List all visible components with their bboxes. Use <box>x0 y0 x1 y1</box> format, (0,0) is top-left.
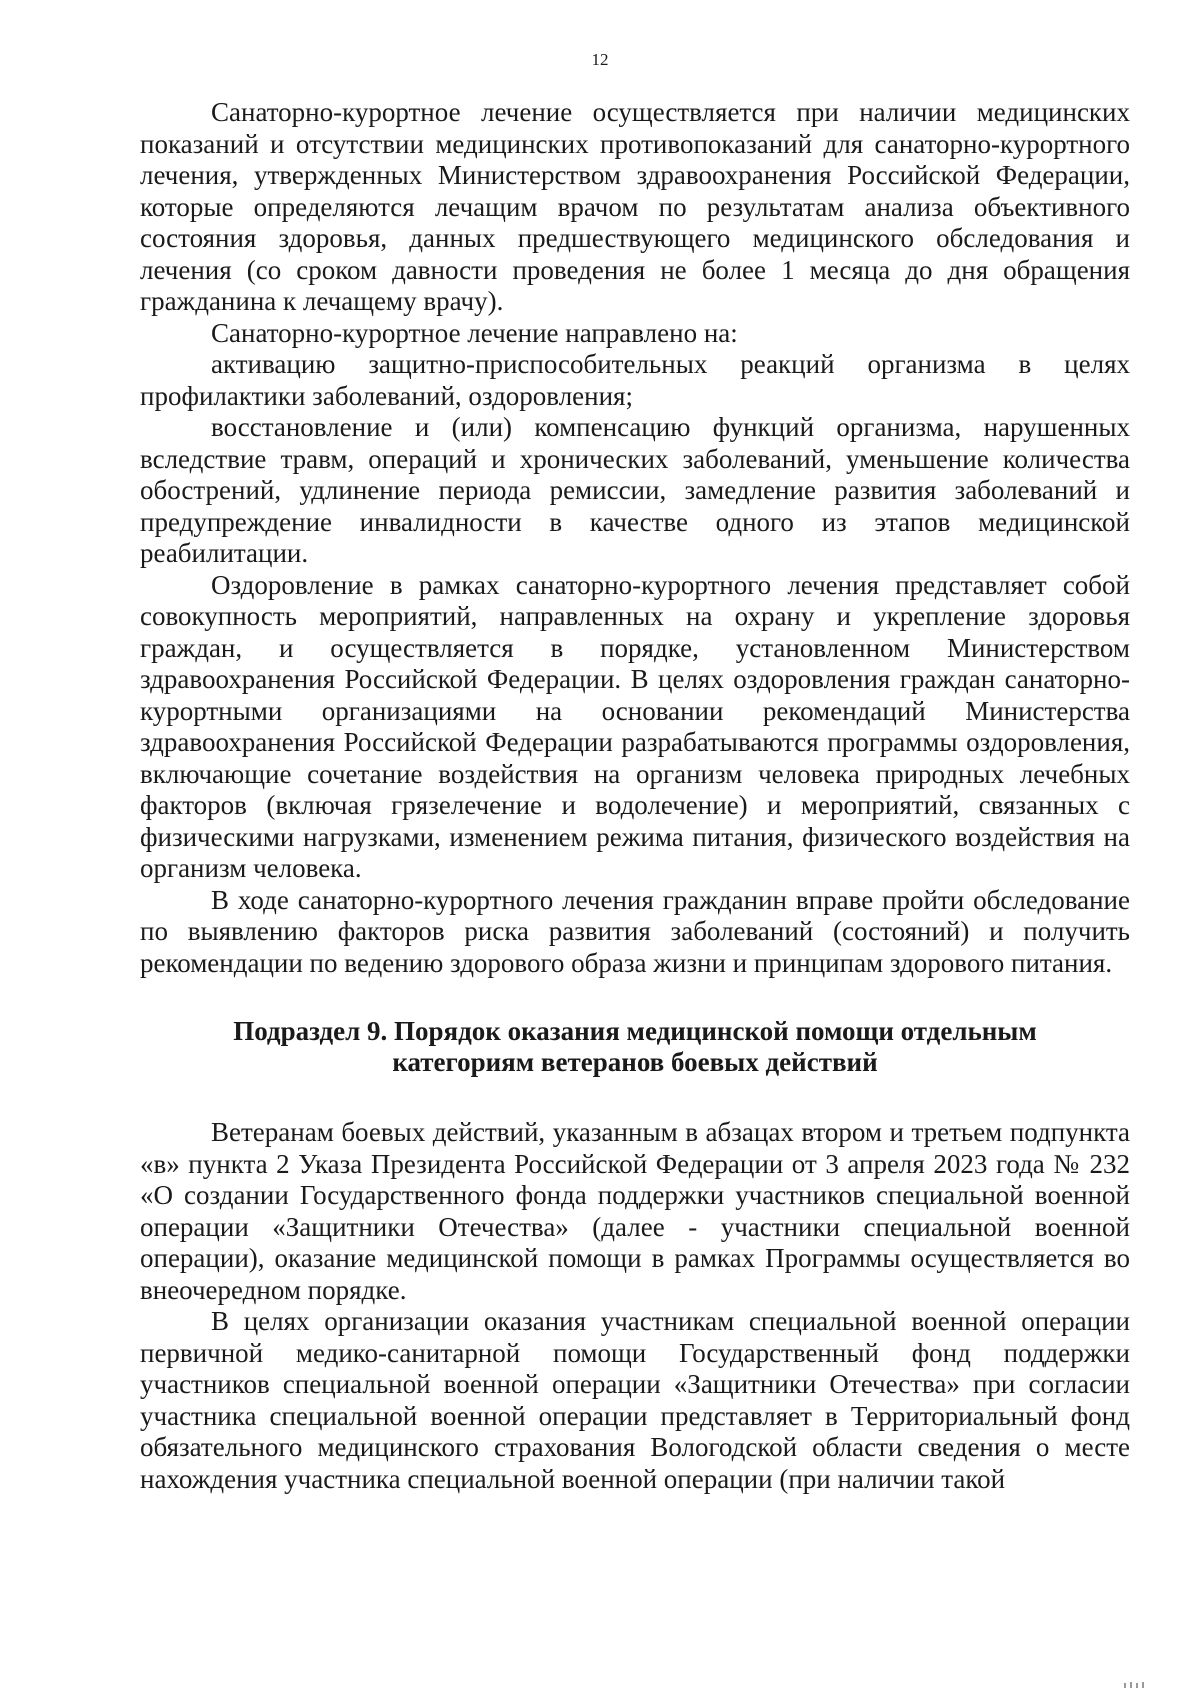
paragraph-aim-restoration: восстановление и (или) компенсацию функций организма, нарушенных вследствие травм, операций и хронических заболеваний, уменьшение количества обострений, удлинение периода ремиссии, замедление развития заболеваний и предупреждение инвалидности в качестве одного из этапов медицинской реабилитации. <box>140 412 1130 568</box>
paragraph-aim-activation: активацию защитно-приспособительных реакций организма в целях профилактики заболеваний, оздоровления; <box>140 349 1130 411</box>
section-heading-line-1: Подраздел 9. Порядок оказания медицинской помощи отдельным <box>233 1016 1037 1046</box>
section-heading-line-2: категориям ветеранов боевых действий <box>392 1047 878 1077</box>
paragraph-health-improvement: Оздоровление в рамках санаторно-курортного лечения представляет собой совокупность мероприятий, направленных на охрану и укрепление здоровья граждан, и осуществляется в порядке, установленном Министерством здравоохранения Российской Федерации. В целях оздоровления граждан санаторно-курортными организациями на основании рекомендаций Министерства здравоохранения Российской Федерации разрабатываются программы оздоровления, включающие сочетание воздействия на организм человека природных лечебных факторов (включая грязелечение и водолечение) и мероприятий, связанных с физическими нагрузками, изменением режима питания, физического воздействия на организм человека. <box>140 569 1130 883</box>
paragraph-examination-right: В ходе санаторно-курортного лечения гражданин вправе пройти обследование по выявлению факторов риска развития заболеваний (состояний) и получить рекомендации по ведению здорового образа жизни и принципам здорового питания. <box>140 884 1130 978</box>
section-heading <box>140 1016 1130 1078</box>
page-number: 12 <box>591 50 609 69</box>
document-body <box>140 97 1130 1495</box>
paragraph-veterans-priority: Ветеранам боевых действий, указанным в абзацах втором и третьем подпункта «в» пункта 2 Указа Президента Российской Федерации от 3 апреля 2023 года № 232 «О создании Государственного фонда поддержки участников специальной военной операции «Защитники Отечества» (далее - участники специальной военной операции), оказание медицинской помощи в рамках Программы осуществляется во внеочередном порядке. <box>140 1117 1130 1305</box>
paragraph-sanatorium-aims-intro: Санаторно-курортное лечение направлено на: <box>211 317 738 348</box>
paragraph-sanatorium-indications: Санаторно-курортное лечение осуществляется при наличии медицинских показаний и отсутствии медицинских противопоказаний для санаторно-курортного лечения, утвержденных Министерством здравоохранения Российской Федерации, которые определяются лечащим врачом по результатам анализа объективного состояния здоровья, данных предшествующего медицинского обследования и лечения (со сроком давности проведения не более 1 месяца до дня обращения гражданина к лечащему врачу). <box>140 97 1130 316</box>
paragraph-fund-information: В целях организации оказания участникам специальной военной операции первичной медико-санитарной помощи Государственный фонд поддержки участников специальной военной операции «Защитники Отечества» при согласии участника специальной военной операции представляет в Территориальный фонд обязательного медицинского страхования Вологодской области сведения о месте нахождения участника специальной военной операции (при наличии такой <box>140 1306 1130 1494</box>
scan-artifact <box>1120 1681 1160 1689</box>
